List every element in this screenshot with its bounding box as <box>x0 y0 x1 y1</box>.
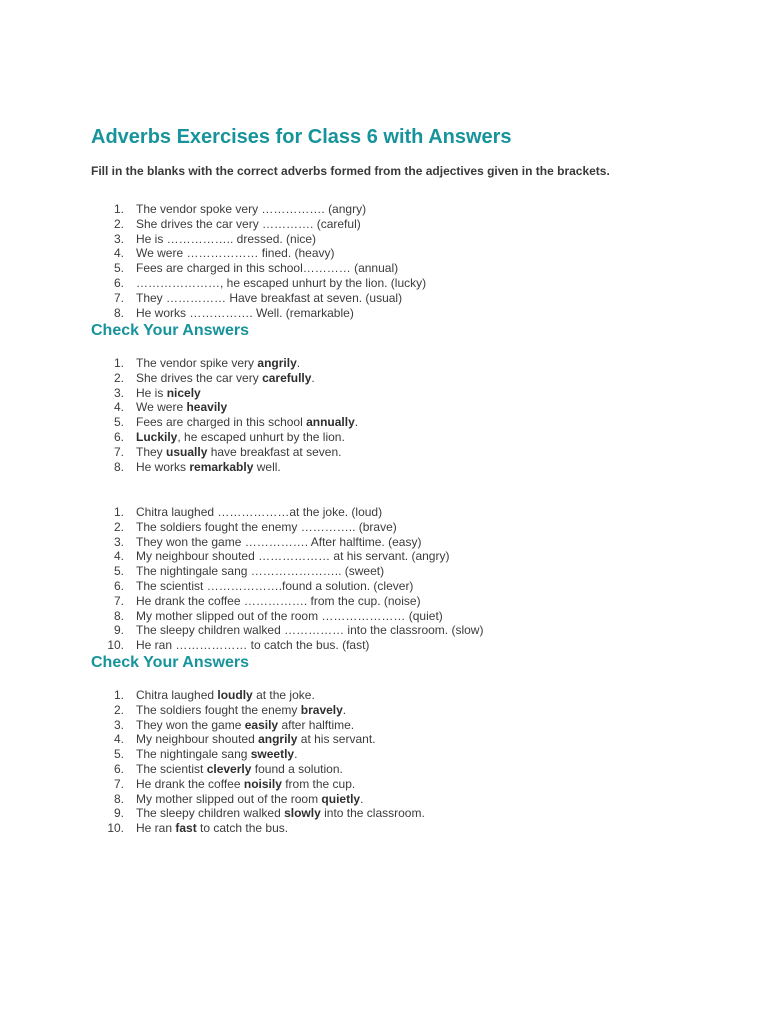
question-item: 4. We were ……………… fined. (heavy) <box>113 246 335 261</box>
question-item: 7. He drank the coffee ……………. from the cup. (noise) <box>113 593 421 608</box>
exercise1-answer-list <box>91 356 358 474</box>
question-item: 6. The scientist ……………….found a solution. (clever) <box>113 578 414 593</box>
exercise2-question-list <box>91 505 483 653</box>
answer-item: 9. The sleepy children walked slowly into the classroom. <box>113 806 425 821</box>
answer-item: 3. They won the game easily after halftime. <box>113 717 355 732</box>
answer-item: 7. He drank the coffee noisily from the cup. <box>113 776 356 791</box>
answer-item: 5. Fees are charged in this school annually. <box>113 415 359 430</box>
question-item: 8. He works ……………. Well. (remarkable) <box>113 305 354 320</box>
answer-item: 6. The scientist cleverly found a solution. <box>113 761 343 776</box>
question-item: 4. My neighbour shouted ……………… at his servant. (angry) <box>113 549 450 564</box>
answer-item: 8. My mother slipped out of the room quietly. <box>113 791 364 806</box>
answer-item: 1. The vendor spike very angrily. <box>113 356 301 370</box>
exercise2-answer-list <box>91 688 425 836</box>
check-answers-heading: Check Your Answers <box>91 322 249 339</box>
question-item: 9. The sleepy children walked …………… into the classroom. (slow) <box>113 623 484 638</box>
question-item: 10. He ran ……………… to catch the bus. (fast) <box>107 638 370 653</box>
answer-item: 2. The soldiers fought the enemy bravely. <box>113 702 347 717</box>
question-item: 7. They …………… Have breakfast at seven. (usual) <box>113 290 403 305</box>
answer-item: 3. He is nicely <box>113 385 201 400</box>
question-item: 3. He is …………….. dressed. (nice) <box>113 231 317 246</box>
answer-item: 6. Luckily, he escaped unhurt by the lion. <box>113 429 345 444</box>
answer-item: 4. We were heavily <box>113 400 228 415</box>
question-item: 3. They won the game ……………. After halftime. (easy) <box>113 534 422 549</box>
instruction-text: Fill in the blanks with the correct adverbs formed from the adjectives given in the brackets. <box>91 164 610 178</box>
question-item: 5. Fees are charged in this school………… (annual) <box>113 261 399 276</box>
question-item: 1. The vendor spoke very ……………. (angry) <box>113 202 367 216</box>
answer-item: 8. He works remarkably well. <box>113 459 281 474</box>
question-item: 2. The soldiers fought the enemy ………….. (brave) <box>113 519 397 534</box>
answer-item: 10. He ran fast to catch the bus. <box>107 821 289 836</box>
answer-item: 5. The nightingale sang sweetly. <box>113 747 298 762</box>
question-item: 5. The nightingale sang ………………….. (sweet) <box>113 564 385 579</box>
question-item: 8. My mother slipped out of the room ………………… (quiet) <box>113 608 443 623</box>
page-title: Adverbs Exercises for Class 6 with Answers <box>91 126 512 148</box>
answer-item: 1. Chitra laughed loudly at the joke. <box>113 688 315 702</box>
question-item: 1. Chitra laughed ………………at the joke. (loud) <box>113 505 383 519</box>
question-item: 6. …………………, he escaped unhurt by the lion. (lucky) <box>113 275 427 290</box>
answer-item: 4. My neighbour shouted angrily at his servant. <box>113 732 376 747</box>
answer-item: 7. They usually have breakfast at seven. <box>113 444 342 459</box>
answer-item: 2. She drives the car very carefully. <box>113 370 315 385</box>
question-item: 2. She drives the car very …………. (careful) <box>113 216 361 231</box>
check-answers-heading: Check Your Answers <box>91 654 249 671</box>
exercise1-question-list <box>91 202 426 320</box>
